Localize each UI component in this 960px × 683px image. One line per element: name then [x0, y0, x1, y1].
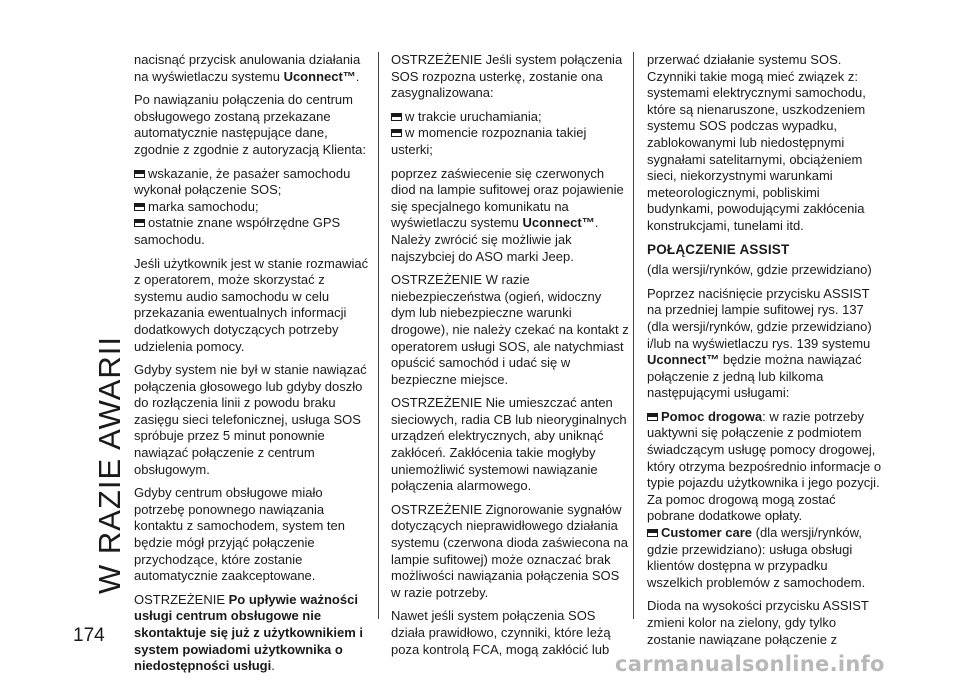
bullet-marker-icon: [134, 203, 145, 211]
text-run: Poprzez naciśnięcie przycisku ASSIST na przedniej lampie sufitowej rys. 137 (dla wersji/rynków, gdzie przewidziano) i/lub na wyświetlaczu rys. 139 systemu: [647, 285, 872, 351]
bold-text-run: Pomoc drogowa: [661, 408, 763, 424]
text-run: Gdyby system nie był w stanie nawiązać połączenia głosowego lub gdyby doszło do rozłączenia linii z powodu braku zasięgu sieci telefonicznej, usługa SOS spróbuje przez 5 minut ponownie nawiązać połączenie z centrum obsługowym.: [134, 362, 367, 477]
text-run: (dla wersji/rynków, gdzie przewidziano): [647, 262, 872, 278]
text-column-1: [134, 52, 372, 682]
text-run: .: [355, 68, 360, 84]
text-run: OSTRZEŻENIE W razie niebezpieczeństwa (ogień, widoczny dym lub niebezpieczne warunki drogowe), nie należy czekać na kontakt z operatorem usługi SOS, ale natychmiast opuścić samochód i udać się w bezpieczne miejsce.: [391, 272, 629, 387]
text-run: OSTRZEŻENIE: [134, 591, 229, 607]
section-heading: [647, 242, 885, 259]
bold-text-run: Customer care: [661, 525, 753, 541]
paragraph: [647, 598, 885, 648]
text-run: .: [271, 658, 275, 674]
text-run: Gdyby centrum obsługowe miało potrzebę ponownego nawiązania kontaktu z samochodem, system ten będzie mógł przyjąć połączenie przychodzące, które zostanie automatycznie zaakceptowane.: [134, 485, 345, 584]
bold-text-run: Uconnect™: [283, 68, 356, 84]
column-divider: [633, 52, 634, 619]
chapter-title-text: W RAZIE AWARII: [92, 336, 127, 594]
paragraph: [391, 166, 629, 266]
paragraph: [134, 52, 372, 85]
text-run: Po nawiązaniu połączenia do centrum obsługowego zostaną przekazane automatycznie następujące dane, zgodnie z zgodnie z autoryzacją Klienta:: [134, 92, 366, 157]
paragraph: [647, 262, 885, 279]
bullet-item: [647, 409, 885, 525]
chapter-side-title: [52, 46, 127, 594]
paragraph: [647, 286, 885, 402]
bullet-item: [647, 525, 885, 591]
text-run: ostatnie znane współrzędne GPS samochodu.: [134, 215, 341, 247]
paragraph: [134, 92, 372, 158]
bullet-item: [134, 215, 372, 248]
paragraph: [134, 256, 372, 356]
text-run: OSTRZEŻENIE Jeśli system połączenia SOS rozpozna usterkę, zostanie ona zasygnalizowana:: [391, 52, 623, 101]
bullet-marker-icon: [647, 529, 658, 537]
text-run: poprzez zaświecenie się czerwonych diod na lampie sufitowej oraz pojawienie się specjalnego komunikatu na wyświetlaczu systemu: [391, 165, 624, 231]
text-run: wskazanie, że pasażer samochodu wykonał połączenie SOS;: [134, 165, 351, 198]
bullet-marker-icon: [134, 219, 145, 227]
watermark-text: carmanualsonline.info: [615, 652, 885, 676]
text-run: . Należy zwrócić się możliwie jak najszybciej do ASO marki Jeep.: [391, 215, 599, 264]
text-run: Dioda na wysokości przycisku ASSIST zmieni kolor na zielony, gdy tylko zostanie nawiązane połączenie z: [647, 598, 869, 647]
bullet-item: [134, 166, 372, 199]
paragraph: [134, 362, 372, 478]
text-run: nacisnąć przycisk anulowania działania na wyświetlaczu systemu: [134, 52, 361, 84]
column-divider: [378, 52, 379, 619]
paragraph: [647, 52, 885, 235]
paragraph: [134, 592, 372, 675]
paragraph: [391, 608, 629, 658]
text-run: : w razie potrzeby uaktywni się połączenie z podmiotem świadczącym usługę pomocy drogowej, który otrzyma bezpośrednio informacje o typie pojazdu użytkownika i jego pozycji. Za pomoc drogową mogą zostać pobrane dodatkowe opłaty.: [647, 408, 882, 524]
text-run: w trakcie uruchamiania;: [405, 108, 542, 124]
bullet-marker-icon: [391, 113, 402, 121]
text-column-3: [647, 52, 885, 655]
text-column-2: [391, 52, 629, 665]
bold-text-run: Uconnect™: [647, 352, 720, 368]
text-run: Nawet jeśli system połączenia SOS działa prawidłowo, czynniki, które leżą poza kontrolą FCA, mogą zakłócić lub: [391, 608, 611, 657]
text-run: Jeśli użytkownik jest w stanie rozmawiać z operatorem, może skorzystać z systemu audio samochodu w celu przekazania ewentualnych informacji dodatkowych dotyczących potrzeby udzielenia pomocy.: [134, 255, 369, 354]
text-run: przerwać działanie systemu SOS. Czynniki takie mogą mieć związek z: systemami elektrycznymi samochodu, które są nienaruszone, uszkodzeniem systemu SOS podczas wypadku, zablokowanymi lub niedostępnymi sygnałami satelitarnymi, obciążeniem sieci, niekorzystnymi warunkami meteorologicznymi, pobliskimi budynkami, powodującymi zakłócenia konstrukcjami, tunelami itd.: [647, 52, 866, 233]
bullet-marker-icon: [391, 129, 402, 137]
paragraph: [391, 52, 629, 102]
bold-text-run: Po upływie ważności usługi centrum obsługowe nie skontaktuje się już z użytkownikiem i system powiadomi użytkownika o niedostępności usługi: [134, 591, 364, 674]
bullet-item: [134, 199, 372, 216]
paragraph: [134, 485, 372, 585]
paragraph: [391, 272, 629, 388]
bullet-item: [391, 125, 629, 158]
text-run: będzie można nawiązać połączenie z jedną lub kilkoma następującymi usługami:: [647, 352, 862, 401]
text-run: OSTRZEŻENIE Nie umieszczać anten sieciowych, radia CB lub nieoryginalnych urządzeń elektrycznych, aby uniknąć zakłóceń. Zakłócenia takie mogłyby uniemożliwić systemowi nawiązanie połączenia alarmowego.: [391, 395, 627, 494]
text-run: marka samochodu;: [148, 198, 259, 214]
bold-text-run: Uconnect™: [522, 215, 595, 231]
paragraph: [391, 502, 629, 602]
text-run: OSTRZEŻENIE Zignorowanie sygnałów dotyczących nieprawidłowego działania systemu (czerwona dioda zaświecona na lampie sufitowej) może oznaczać brak możliwości nawiązania połączenia SOS w razie potrzeby.: [391, 501, 629, 600]
bullet-marker-icon: [647, 413, 658, 421]
text-run: w momencie rozpoznania takiej usterki;: [391, 125, 587, 157]
page-number: 174: [73, 625, 105, 646]
text-run: POŁĄCZENIE ASSIST: [647, 241, 790, 257]
bullet-item: [391, 109, 629, 126]
paragraph: [391, 395, 629, 495]
bullet-marker-icon: [134, 170, 145, 178]
text-run: (dla wersji/rynków, gdzie przewidziano): usługa obsługi klientów dostępna w przypadku wszelkich problemów z samochodem.: [647, 525, 866, 590]
